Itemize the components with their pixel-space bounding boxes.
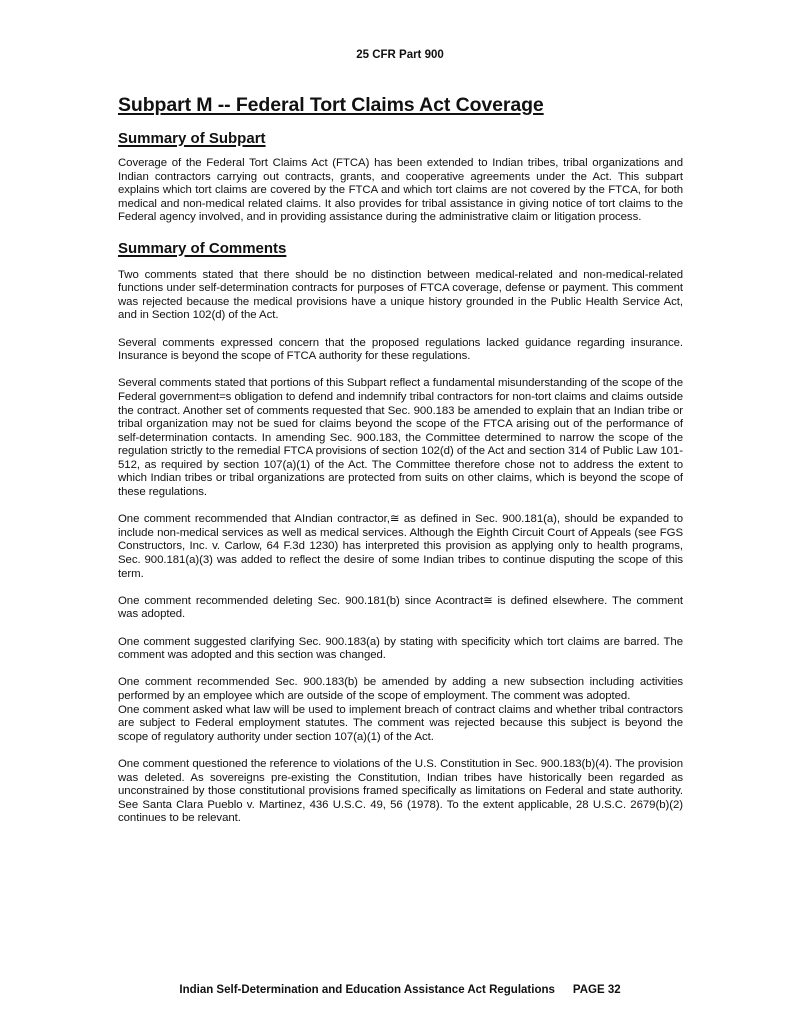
paragraph-comment-delete-900-181b: One comment recommended deleting Sec. 900.181(b) since Acontract≅ is defined elsewhere. The comment was adopted. <box>118 594 683 621</box>
paragraph-comment-insurance: Several comments expressed concern that the proposed regulations lacked guidance regarding insurance. Insurance is beyond the scope of FTCA authority for these regulations. <box>118 336 683 363</box>
running-footer <box>0 984 800 996</box>
paragraph-comment-amend-900-183b: One comment recommended Sec. 900.183(b) be amended by adding a new subsection including activities performed by an employee which are outside of the scope of employment. The comment was adopted. <box>118 676 683 702</box>
footer-publication-title: Indian Self-Determination and Education Assistance Act Regulations <box>179 984 555 996</box>
section-heading-summary-of-subpart: Summary of Subpart <box>118 130 266 147</box>
running-header: 25 CFR Part 900 <box>356 49 444 61</box>
section-heading-summary-of-comments: Summary of Comments <box>118 239 287 257</box>
footer-page-number: PAGE 32 <box>572 984 621 996</box>
paragraph-comment-constitution: One comment questioned the reference to violations of the U.S. Constitution in Sec. 900.183(b)(4). The provision was deleted. As sovereigns pre-existing the Constitution, Indian tribes have historically been regarded as unconstrained by those constitutional provisions framed specifically as limitations on Federal and state authority. See Santa Clara Pueblo v. Martinez, 436 U.S.C. 49, 56 (1978). To the extent applicable, 28 U.S.C. 2679(b)(2) continues to be relevant. <box>118 757 683 825</box>
paragraph-subpart-summary: Coverage of the Federal Tort Claims Act (FTCA) has been extended to Indian tribes, tribal organizations and Indian contractors carrying out contracts, grants, and cooperative agreements under the Act. This subpart explains which tort claims are covered by the FTCA and which tort claims are not covered by the FTCA, for both medical and non-medical related claims. It also provides for tribal assistance in giving notice of tort claims to the Federal agency involved, and in providing assistance during the administrative claim or litigation process. <box>118 157 683 224</box>
paragraph-comment-federal-obligation: Several comments stated that portions of this Subpart reflect a fundamental misunderstanding of the scope of the Federal government=s obligation to defend and indemnify tribal contractors for non-tort claims and claims outside the contract. Another set of comments requested that Sec. 900.183 be amended to explain that an Indian tribe or tribal organization may not be sued for claims beyond the scope of the FTCA arising out of the performance of self-determination contacts. In amending Sec. 900.183, the Committee determined to narrow the scope of the regulation strictly to the remedial FTCA provisions of section 102(d) of the Act and section 314 of Public Law 101-512, as required by section 107(a)(1) of the Act. The Committee therefore chose not to address the extent to which Indian tribes or tribal organizations are protected from suits on other claims, which is beyond the scope of these regulations. <box>118 377 683 499</box>
paragraph-comment-breach-of-contract: One comment asked what law will be used to implement breach of contract claims and whether tribal contractors are subject to Federal employment statutes. The comment was rejected because this subject is beyond the scope of regulatory authority under section 107(a)(1) of the Act. <box>118 703 683 743</box>
paragraph-comment-medical-distinction: Two comments stated that there should be no distinction between medical-related and non-medical-related functions under self-determination contracts for purposes of FTCA coverage, defense or payment. This comment was rejected because the medical provisions have a unique history grounded in the Public Health Service Act, and in Section 102(d) of the Act. <box>118 268 683 322</box>
paragraph-comment-clarify-900-183a: One comment suggested clarifying Sec. 900.183(a) by stating with specificity which tort claims are barred. The comment was adopted and this section was changed. <box>118 635 683 662</box>
subpart-title: Subpart M -- Federal Tort Claims Act Coverage <box>118 94 544 116</box>
page-content <box>118 93 683 840</box>
paragraph-comment-indian-contractor: One comment recommended that AIndian contractor,≅ as defined in Sec. 900.181(a), should be expanded to include non-medical services as well as medical services. Although the Eighth Circuit Court of Appeals (see FGS Constructors, Inc. v. Carlow, 64 F.3d 1230) has interpreted this provision as applying only to health programs, Sec. 900.181(a)(3) was added to reflect the desire of some Indian tribes to continue disputing the scope of this term. <box>118 513 683 580</box>
